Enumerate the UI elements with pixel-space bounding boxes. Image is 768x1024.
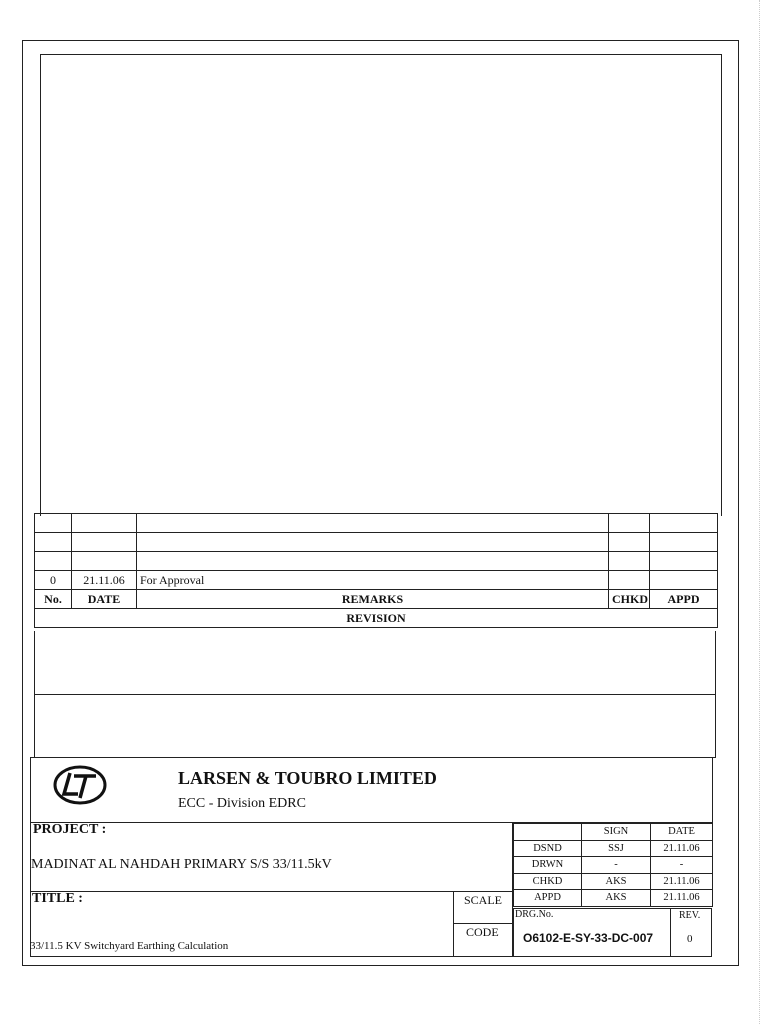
rev-date xyxy=(72,533,137,552)
revision-row xyxy=(35,533,718,552)
company-name: LARSEN & TOUBRO LIMITED xyxy=(178,768,437,788)
rev-remarks xyxy=(137,533,609,552)
signoff-header-date: DATE xyxy=(651,824,713,841)
header-no: No. xyxy=(35,590,72,609)
title-label: TITLE : xyxy=(32,891,83,906)
notes-box-1 xyxy=(34,631,716,695)
company-box xyxy=(30,757,713,823)
rev-date: 21.11.06 xyxy=(72,571,137,590)
revision-row xyxy=(35,571,718,590)
rev-chkd xyxy=(609,533,650,552)
signoff-sign: AKS xyxy=(582,890,651,907)
signoff-date: 21.11.06 xyxy=(651,890,713,907)
drawing-number-label: DRG.No. xyxy=(515,909,554,920)
drawing-number: O6102-E-SY-33-DC-007 xyxy=(523,931,654,945)
rev-chkd xyxy=(609,571,650,590)
revision-number-label: REV. xyxy=(679,910,701,921)
revision-row xyxy=(35,514,718,533)
rev-chkd xyxy=(609,514,650,533)
signoff-sign: SSJ xyxy=(582,840,651,857)
signoff-table xyxy=(513,823,713,907)
rev-remarks xyxy=(137,552,609,571)
signoff-sign: - xyxy=(582,857,651,874)
drawing-area xyxy=(40,54,722,516)
signoff-role: DSND xyxy=(514,840,582,857)
header-remarks: REMARKS xyxy=(137,590,609,609)
signoff-header-row xyxy=(514,824,713,841)
company-division: ECC - Division EDRC xyxy=(178,796,306,811)
lt-logo-icon xyxy=(52,764,108,806)
signoff-date: - xyxy=(651,857,713,874)
rev-appd xyxy=(650,514,718,533)
revision-header-row xyxy=(35,590,718,609)
signoff-date: 21.11.06 xyxy=(651,840,713,857)
signoff-row xyxy=(514,873,713,890)
document-title: 33/11.5 KV Switchyard Earthing Calculation xyxy=(30,940,229,952)
rev-date xyxy=(72,514,137,533)
rev-no xyxy=(35,514,72,533)
signoff-header-role xyxy=(514,824,582,841)
signoff-role: DRWN xyxy=(514,857,582,874)
signoff-row xyxy=(514,857,713,874)
project-name: MADINAT AL NAHDAH PRIMARY S/S 33/11.5kV xyxy=(31,857,332,872)
header-chkd: CHKD xyxy=(609,590,650,609)
signoff-sign: AKS xyxy=(582,873,651,890)
rev-appd xyxy=(650,571,718,590)
notes-box-2 xyxy=(34,694,716,758)
scan-edge xyxy=(758,0,760,1024)
header-appd: APPD xyxy=(650,590,718,609)
rev-chkd xyxy=(609,552,650,571)
rev-remarks: For Approval xyxy=(137,571,609,590)
revision-table xyxy=(34,513,718,628)
revision-label-row xyxy=(35,609,718,628)
revision-label: REVISION xyxy=(35,609,718,628)
scale-label: SCALE xyxy=(464,893,503,907)
rev-no xyxy=(35,552,72,571)
signoff-date: 21.11.06 xyxy=(651,873,713,890)
signoff-row xyxy=(514,890,713,907)
header-date: DATE xyxy=(72,590,137,609)
rev-appd xyxy=(650,552,718,571)
revision-number: 0 xyxy=(687,933,693,945)
project-label: PROJECT : xyxy=(33,822,107,837)
revision-row xyxy=(35,552,718,571)
signoff-header-sign: SIGN xyxy=(582,824,651,841)
rev-no xyxy=(35,533,72,552)
rev-no: 0 xyxy=(35,571,72,590)
signoff-role: CHKD xyxy=(514,873,582,890)
code-label: CODE xyxy=(466,925,499,939)
signoff-role: APPD xyxy=(514,890,582,907)
signoff-row xyxy=(514,840,713,857)
rev-appd xyxy=(650,533,718,552)
rev-date xyxy=(72,552,137,571)
rev-remarks xyxy=(137,514,609,533)
